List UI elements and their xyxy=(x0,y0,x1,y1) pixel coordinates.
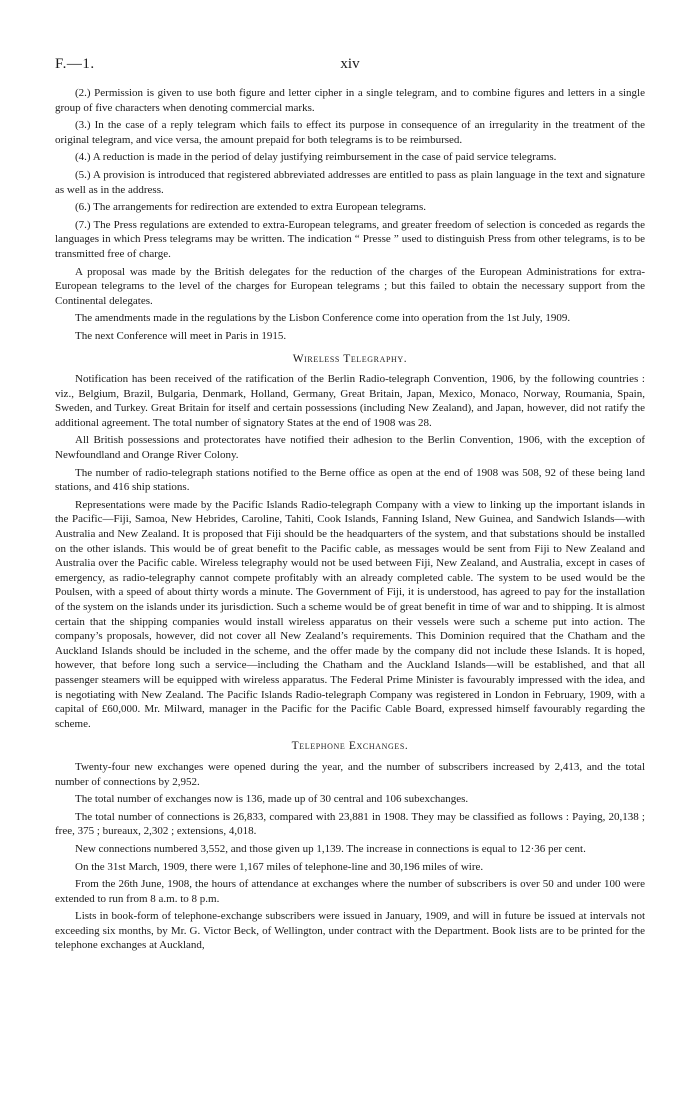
paragraph: On the 31st March, 1909, there were 1,167 miles of telephone-line and 30,196 miles of wire. xyxy=(75,860,484,873)
paragraph: (6.) The arrangements for redirection are extended to extra European telegrams. xyxy=(75,201,427,214)
paragraph: From the 26th June, 1908, the hours of attendance at exchanges where the number of subscribers is over 50 and under 100 were extended to run from 8 a.m. to 8 p.m. xyxy=(55,878,645,905)
paragraph: (2.) Permission is given to use both figure and letter cipher in a single telegram, and to combine figures and letters in a single group of five characters when denoting commercial marks. xyxy=(55,87,645,114)
paragraph: The amendments made in the regulations by the Lisbon Conference come into operation from the 1st July, 1909. xyxy=(75,312,571,325)
paragraph: Representations were made by the Pacific Islands Radio-telegraph Company with a view to linking up the important islands in the Pacific—Fiji, Samoa, New Hebrides, Caroline, Tahiti, Cook Islands, Fanning Island, New Guinea, and Sandwich Islands—with Australia and New Zealand. It is proposed that Fiji should be the headquarters of the system, and that substations should be installed on the other islands. This would be of great benefit to the Pacific cable, as messages would be sent from Fiji to New Zealand and Australia over the Pacific cable. Wireless telegraphy would not be used between Fiji, New Zealand, and Australia, except in cases of emergency, as radio-telegraphy cannot compete profitably with an already completed cable. The system to be used would be the Poulsen, with a speed of about thirty words a minute. The Government of Fiji, it is understood, has agreed to pay for the installation of the system on the islands under its jurisdiction. Such a scheme would be of great benefit in time of war and to shipping. It is almost certain that the shipping companies would install wireless apparatus on their vessels were such a scheme put into action. The company’s proposals, however, did not cover all New Zealand’s requirements. This Dominion required that the Chatham and the Auckland Islands should be included in the scheme, and the offer made by the company did not include these Islands. It is hoped, however, that before long such a service—including the Chatham and the Auckland Islands—will be established, and that all passenger steamers will be equipped with wireless apparatus. The Federal Prime Minister is favourably impressed with the idea, and is negotiating with New Zealand. The Pacific Islands Radio-telegraph Company was registered in London in February, 1909, with a capital of £60,000. Mr. Milward, manager in the Pacific for the Pacific Cable Board, expressed himself favourably regarding the scheme. xyxy=(55,498,645,730)
document-reference: F.—1. xyxy=(55,56,95,72)
paragraph: (7.) The Press regulations are extended to extra-European telegrams, and greater freedom of selection is conceded as regards the languages in which Press telegrams may be written. The indication “ Presse ” used to distinguish Press from other telegrams, is to be transmitted free of charge. xyxy=(55,218,645,260)
paragraph: (4.) A reduction is made in the period of delay justifying reimbursement in the case of paid service telegrams. xyxy=(75,151,557,164)
paragraph: (3.) In the case of a reply telegram which fails to effect its purpose in consequence of an irregularity in the treatment of the original telegram, and vice versa, the amount prepaid for both telegrams is to be reimbursed. xyxy=(55,119,645,146)
paragraph: Lists in book-form of telephone-exchange subscribers were issued in January, 1909, and will in future be issued at intervals not exceeding six months, by Mr. G. Victor Beck, of Wellington, under contract with the Department. Book lists are to be printed for the telephone exchanges at Auckland, xyxy=(55,910,645,952)
paragraph: All British possessions and protectorates have notified their adhesion to the Berlin Convention, 1906, with the exception of Newfoundland and Orange River Colony. xyxy=(55,434,645,462)
paragraph: Twenty-four new exchanges were opened during the year, and the number of subscribers increased by 2,413, and the total number of connections by 2,952. xyxy=(55,760,645,788)
paragraph: The next Conference will meet in Paris in 1915. xyxy=(75,329,287,342)
paragraph: The number of radio-telegraph stations notified to the Berne office as open at the end of 1908 was 508, 92 of these being land stations, and 416 ship stations. xyxy=(55,466,645,494)
section-heading-wireless: Wireless Telegraphy. xyxy=(292,352,408,365)
paragraph: The total number of exchanges now is 136, made up of 30 central and 106 subexchanges. xyxy=(75,793,469,806)
page-body xyxy=(55,86,645,956)
paragraph: A proposal was made by the British delegates for the reduction of the charges of the European Administrations for extra-European telegrams to the level of the charges for European telegrams ; but this failed to obtain the necessary support from the Continental delegates. xyxy=(55,265,645,307)
section-heading-telephone: Telephone Exchanges. xyxy=(291,740,409,753)
page-number: xiv xyxy=(340,56,360,72)
paragraph: Notification has been received of the ratification of the Berlin Radio-telegraph Convention, 1906, by the following countries : viz., Belgium, Brazil, Bulgaria, Denmark, Holland, Germany, Great Britain, Japan, Mexico, Monaco, Norway, Roumania, Spain, Sweden, and Turkey. Great Britain for itself and certain possessions (including New Zealand), and Japan, however, did not ratify the additional agreement. The total number of signatory States at the end of 1908 was 28. xyxy=(55,373,645,429)
page-header xyxy=(55,56,645,76)
paragraph: (5.) A provision is introduced that registered abbreviated addresses are entitled to pass as plain language in the text and signature as well as in the address. xyxy=(55,168,645,196)
paragraph: The total number of connections is 26,833, compared with 23,881 in 1908. They may be classified as follows : Paying, 20,138 ; free, 375 ; bureaux, 2,302 ; extensions, 4,018. xyxy=(55,810,645,838)
paragraph: New connections numbered 3,552, and those given up 1,139. The increase in connections is equal to 12·36 per cent. xyxy=(75,842,586,855)
